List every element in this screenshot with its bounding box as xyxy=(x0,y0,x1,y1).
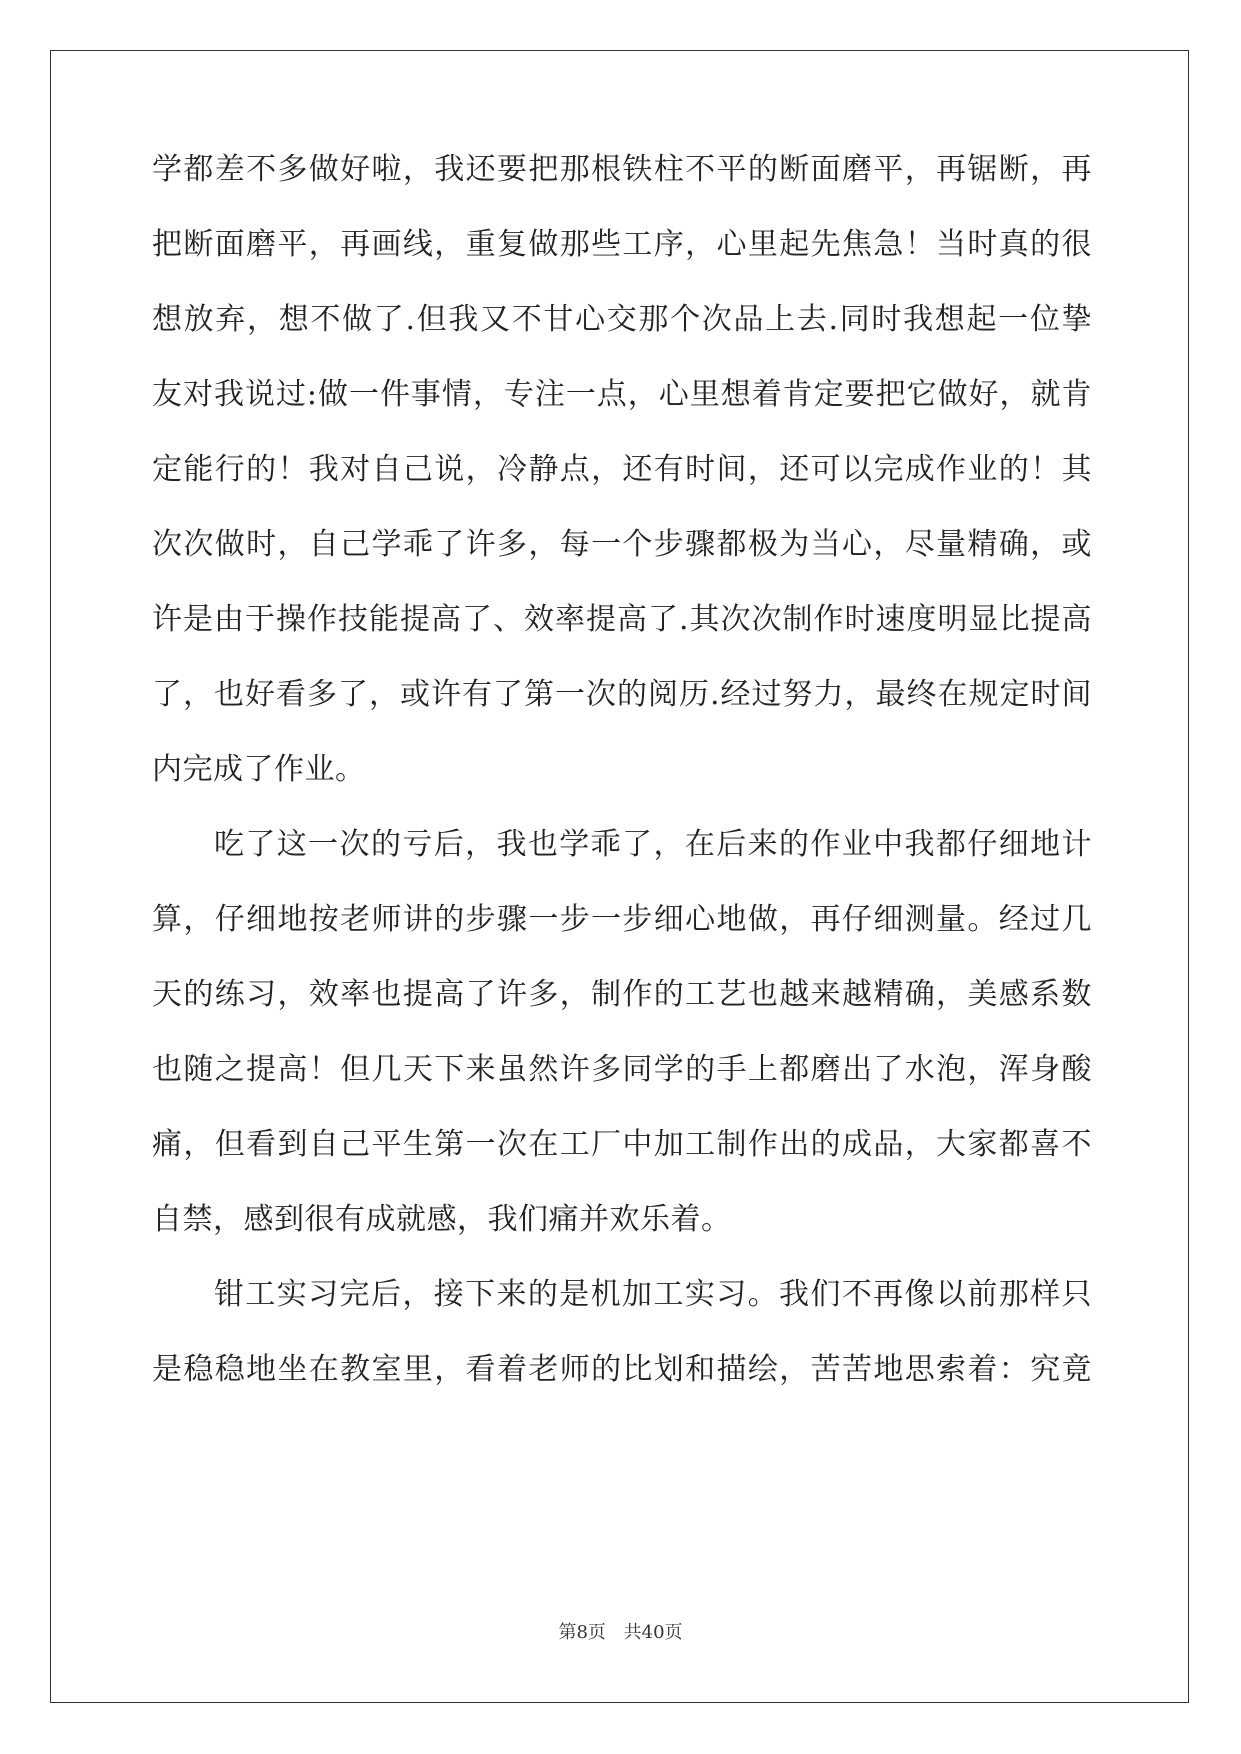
text-line: 学都差不多做好啦，我还要把那根铁柱不平的断面磨平，再锯断，再 xyxy=(152,152,1092,187)
text-line: 自禁，感到很有成就感，我们痛并欢乐着。 xyxy=(152,1202,732,1237)
text-line: 了，也好看多了，或许有了第一次的阅历.经过努力，最终在规定时间 xyxy=(152,677,1092,712)
text-line: 天的练习，效率也提高了许多，制作的工艺也越来越精确，美感系数 xyxy=(152,977,1092,1012)
page-total: 共40页 xyxy=(623,1622,683,1643)
text-line: 想放弃，想不做了.但我又不甘心交那个次品上去.同时我想起一位挚 xyxy=(152,302,1092,337)
text-line: 痛，但看到自己平生第一次在工厂中加工制作出的成品，大家都喜不 xyxy=(152,1127,1092,1162)
text-line: 是稳稳地坐在教室里，看着老师的比划和描绘，苦苦地思索着：究竟 xyxy=(152,1352,1092,1387)
text-line: 算，仔细地按老师讲的步骤一步一步细心地做，再仔细测量。经过几 xyxy=(152,902,1092,937)
text-line: 钳工实习完后，接下来的是机加工实习。我们不再像以前那样只 xyxy=(214,1277,1092,1312)
text-line: 也随之提高！但几天下来虽然许多同学的手上都磨出了水泡，浑身酸 xyxy=(152,1052,1092,1087)
text-line: 次次做时，自己学乖了许多，每一个步骤都极为当心，尽量精确，或 xyxy=(152,527,1092,562)
text-line: 把断面磨平，再画线，重复做那些工序，心里起先焦急！当时真的很 xyxy=(152,227,1092,262)
text-line: 友对我说过:做一件事情，专注一点，心里想着肯定要把它做好，就肯 xyxy=(152,377,1092,412)
text-line: 许是由于操作技能提高了、效率提高了.其次次制作时速度明显比提高 xyxy=(152,602,1092,637)
text-line: 内完成了作业。 xyxy=(152,752,366,787)
text-line: 吃了这一次的亏后，我也学乖了，在后来的作业中我都仔细地计 xyxy=(214,827,1092,862)
page-footer xyxy=(0,1618,1241,1644)
page-number: 第8页 xyxy=(558,1622,606,1643)
text-line: 定能行的！我对自己说，冷静点，还有时间，还可以完成作业的！其 xyxy=(152,452,1092,487)
